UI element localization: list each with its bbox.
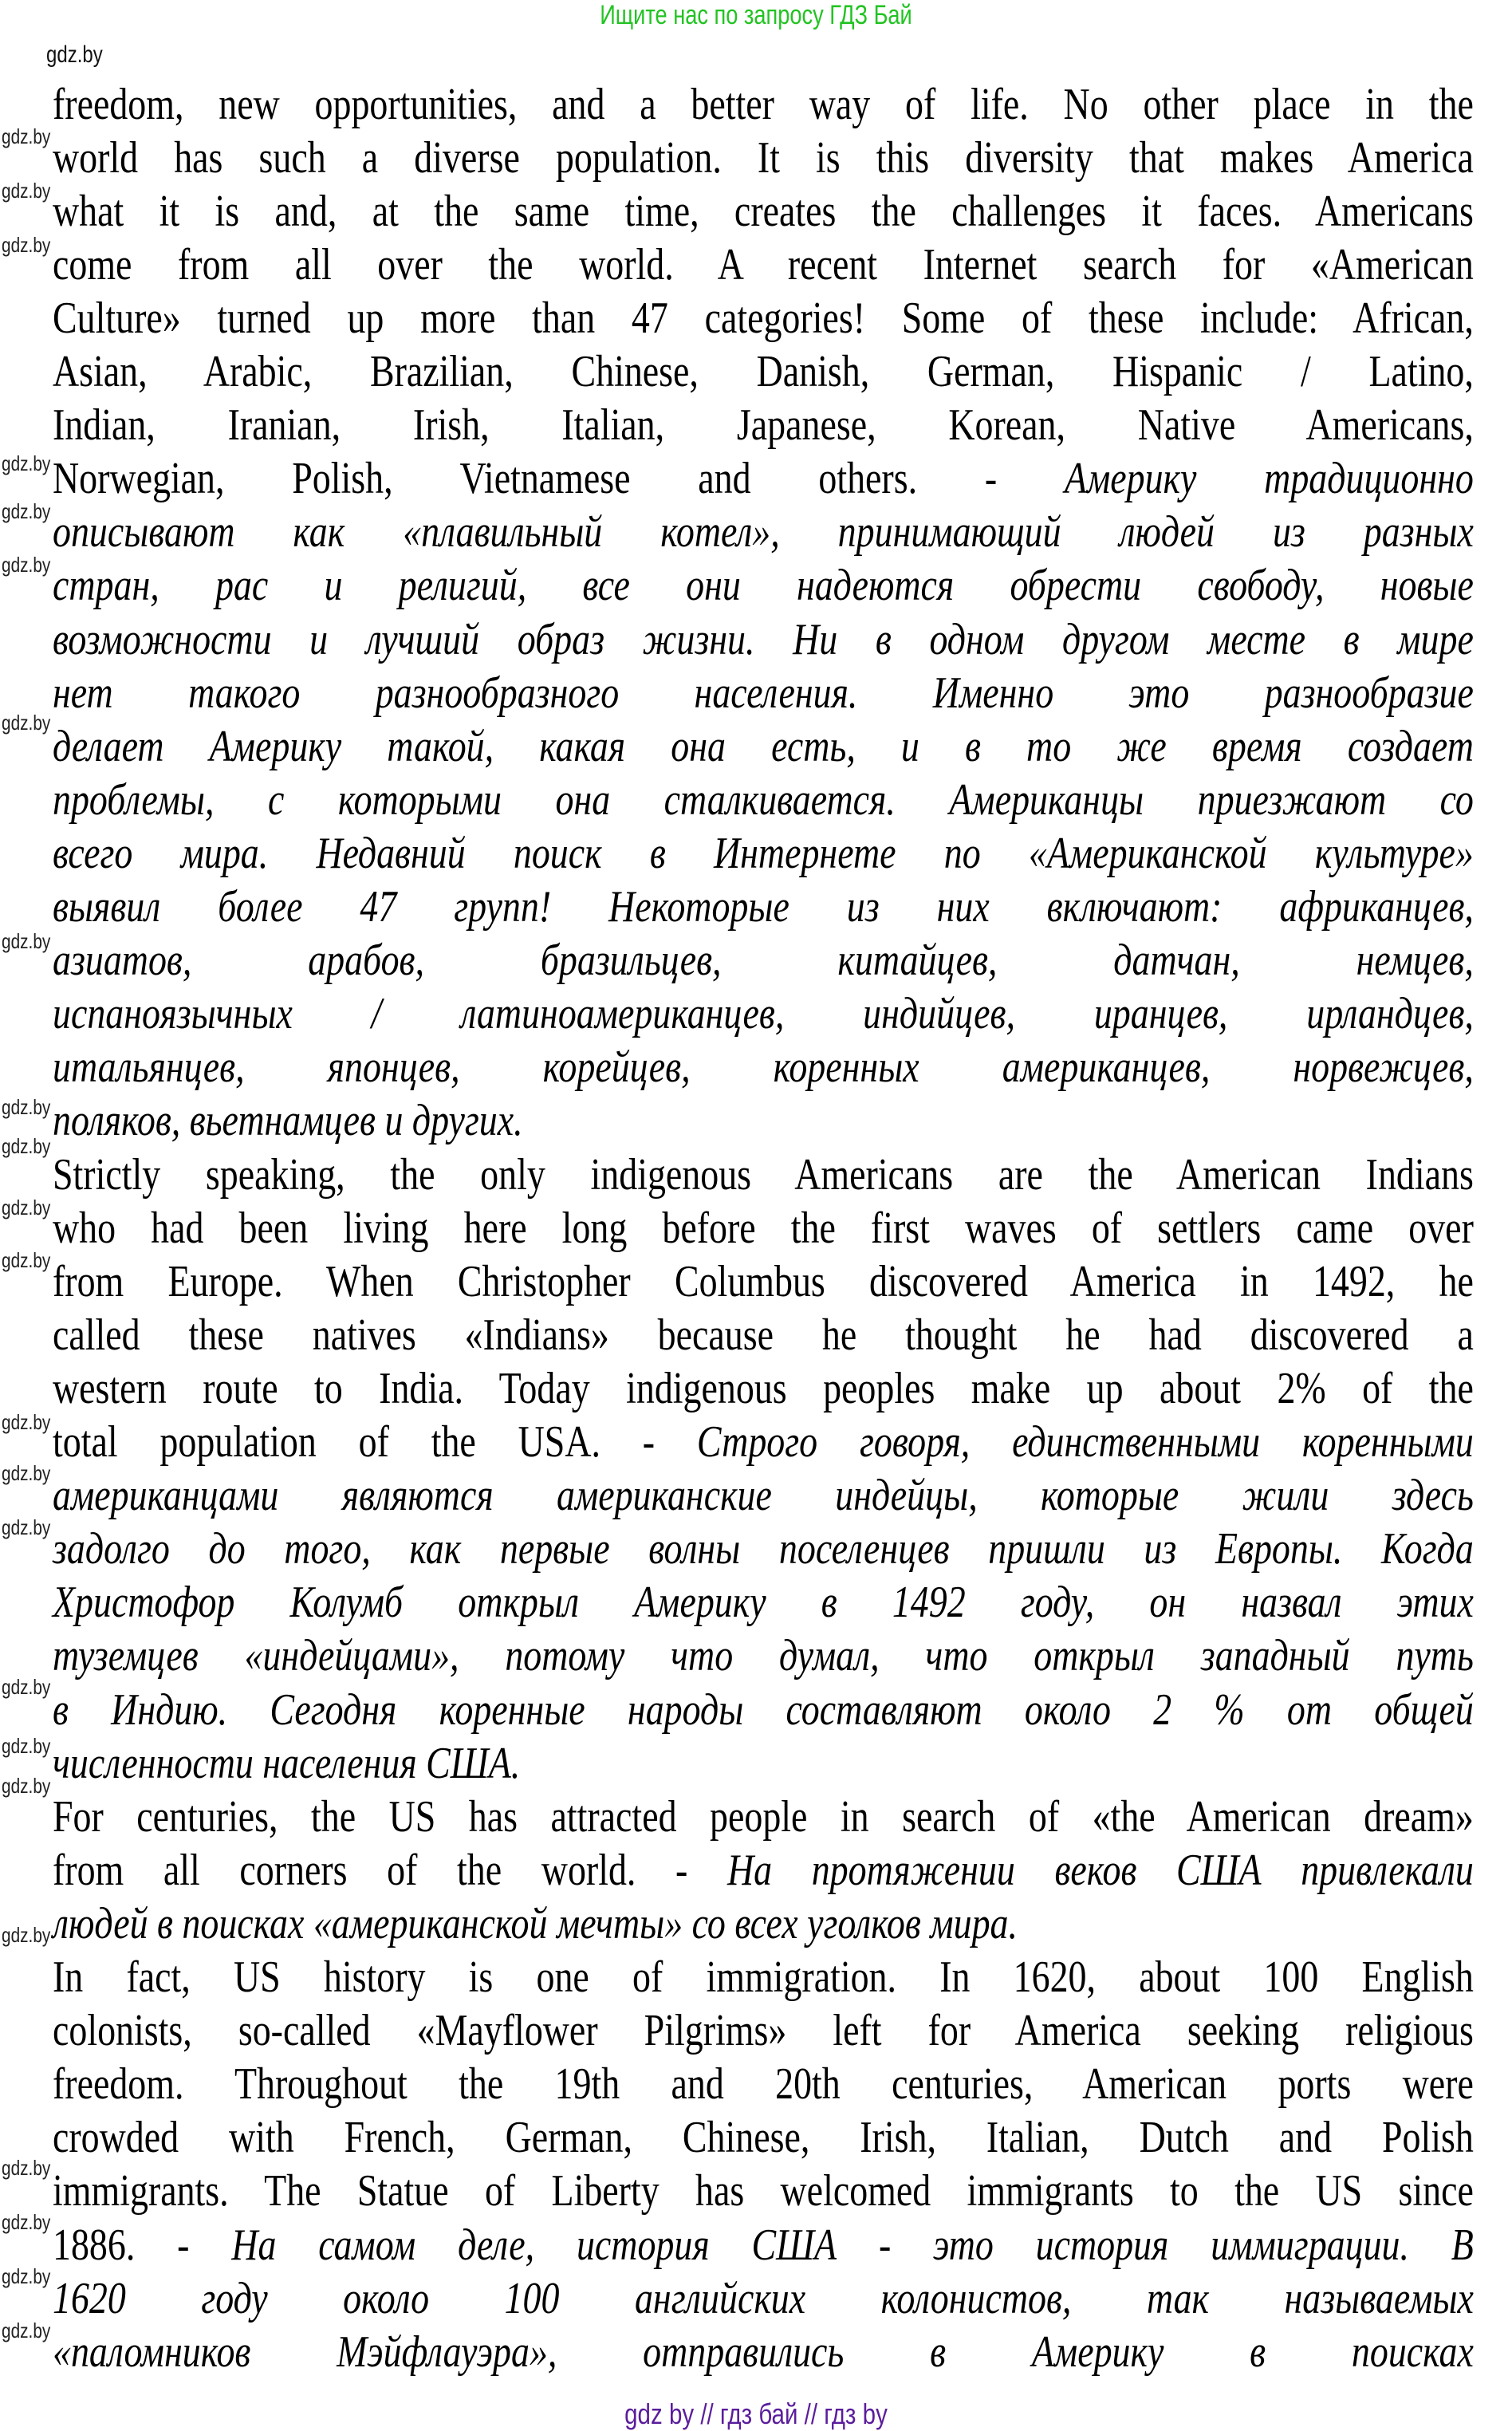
text-line xyxy=(53,827,1474,881)
text-line xyxy=(53,774,1474,827)
text-line xyxy=(53,881,1474,934)
text-line xyxy=(53,2165,1474,2218)
watermark: gdz.by xyxy=(2,1196,51,1219)
watermark: gdz.by xyxy=(2,179,51,203)
english-text: from all corners of the world. - xyxy=(53,1845,727,1895)
text-line xyxy=(53,78,1474,132)
watermark: gdz.by xyxy=(2,1734,51,1758)
watermark: gdz.by xyxy=(2,1923,51,1947)
text-line xyxy=(53,613,1474,667)
english-text: Norwegian, Polish, Vietnamese and others. - xyxy=(53,454,1065,504)
russian-translation-text: нет такого разнообразного населения. Именно это разнообразие xyxy=(53,668,1474,718)
text-line xyxy=(53,987,1474,1041)
text-line xyxy=(53,2058,1474,2111)
text-line xyxy=(53,452,1474,506)
english-text: western route to India. Today indigenous peoples make up about 2% of the xyxy=(53,1363,1474,1413)
text-line xyxy=(53,1416,1474,1469)
text-line xyxy=(53,1897,1474,1951)
english-text: 1886. - xyxy=(53,2220,232,2270)
russian-translation-text: 1620 году около 100 английских колонистов, так называемых xyxy=(53,2273,1474,2323)
russian-translation-text: делает Америку такой, какая она есть, и в то же время создает xyxy=(53,721,1474,771)
english-text: immigrants. The Statue of Liberty has welcomed immigrants to the US since xyxy=(53,2166,1474,2216)
russian-translation-text: испаноязычных / латиноамериканцев, индийцев, иранцев, ирландцев, xyxy=(53,989,1474,1039)
watermark: gdz.by xyxy=(2,711,51,735)
english-text: Culture» turned up more than 47 categories! Some of these include: African, xyxy=(53,293,1474,343)
russian-translation-text: в Индию. Сегодня коренные народы составляют около 2 % от общей xyxy=(53,1684,1474,1735)
watermark: gdz.by xyxy=(2,929,51,953)
text-line xyxy=(53,1255,1474,1309)
text-line xyxy=(53,1951,1474,2004)
watermark: gdz.by xyxy=(2,1410,51,1434)
russian-translation-text: поляков, вьетнамцев и других. xyxy=(53,1096,523,1146)
text-line xyxy=(53,1202,1474,1255)
text-line xyxy=(53,399,1474,452)
search-banner: Ищите нас по запросу ГДЗ Бай xyxy=(600,0,912,30)
text-line xyxy=(53,132,1474,185)
english-text: freedom, new opportunities, and a better way of life. No other place in the xyxy=(53,79,1474,129)
english-text: world has such a diverse population. It is this diversity that makes America xyxy=(53,132,1474,183)
text-line xyxy=(53,1309,1474,1362)
text-line xyxy=(53,506,1474,559)
text-line xyxy=(53,934,1474,987)
english-text: In fact, US history is one of immigration. In 1620, about 100 English xyxy=(53,1952,1474,2002)
watermark: gdz.by xyxy=(2,2319,51,2342)
english-text: freedom. Throughout the 19th and 20th centuries, American ports were xyxy=(53,2059,1474,2110)
watermark: gdz.by xyxy=(2,1461,51,1485)
russian-translation-text: азиатов, арабов, бразильцев, китайцев, датчан, немцев, xyxy=(53,936,1474,986)
text-line xyxy=(53,345,1474,399)
text-line xyxy=(53,1523,1474,1576)
text-line xyxy=(53,1684,1474,1737)
russian-translation-text: стран, рас и религий, все они надеются обрести свободу, новые xyxy=(53,561,1474,611)
watermark: gdz.by xyxy=(2,1675,51,1699)
text-line xyxy=(53,238,1474,292)
footer-links: gdz by // гдз бай // гдз by xyxy=(624,2398,888,2430)
watermark: gdz.by xyxy=(2,1248,51,1272)
text-line xyxy=(53,2326,1474,2379)
text-line xyxy=(53,1362,1474,1416)
russian-translation-text: выявил более 47 групп! Некоторые из них включают: африканцев, xyxy=(53,882,1474,932)
russian-translation-text: описывают как «плавильный котел», принимающий людей из разных xyxy=(53,507,1474,558)
text-line xyxy=(53,2111,1474,2165)
english-text: from Europe. When Christopher Columbus discovered America in 1492, he xyxy=(53,1256,1474,1306)
watermark: gdz.by xyxy=(2,553,51,577)
text-line xyxy=(53,1576,1474,1629)
russian-translation-text: На самом деле, история США - это история иммиграции. В xyxy=(231,2220,1474,2270)
text-line xyxy=(53,1844,1474,1897)
watermark: gdz.by xyxy=(2,1134,51,1158)
text-line xyxy=(53,2272,1474,2326)
text-line xyxy=(53,1629,1474,1683)
watermark: gdz.by xyxy=(2,499,51,523)
text-line xyxy=(53,1149,1474,1202)
text-line xyxy=(53,2219,1474,2272)
text-line xyxy=(53,720,1474,774)
russian-translation-text: «паломников Мэйфлауэра», отправились в Америку в поисках xyxy=(53,2327,1474,2377)
english-text: Indian, Iranian, Irish, Italian, Japanese, Korean, Native Americans, xyxy=(53,400,1474,451)
english-text: Strictly speaking, the only indigenous Americans are the American Indians xyxy=(53,1149,1474,1200)
watermark: gdz.by xyxy=(2,451,51,475)
english-text: who had been living here long before the first waves of settlers came over xyxy=(53,1203,1474,1253)
english-text: called these natives «Indians» because he thought he had discovered a xyxy=(53,1310,1474,1360)
text-line xyxy=(53,667,1474,720)
watermark: gdz.by xyxy=(2,1095,51,1119)
text-line xyxy=(53,1041,1474,1094)
text-line xyxy=(53,1469,1474,1523)
russian-translation-text: Строго говоря, единственными коренными xyxy=(696,1417,1474,1467)
english-text: colonists, so-called «Mayflower Pilgrims» left for America seeking religious xyxy=(53,2006,1474,2056)
russian-translation-text: туземцев «индейцами», потому что думал, что открыл западный путь xyxy=(53,1631,1474,1681)
watermark: gdz.by xyxy=(2,233,51,257)
watermark: gdz.by xyxy=(2,2264,51,2288)
english-text: Asian, Arabic, Brazilian, Chinese, Danish, German, Hispanic / Latino, xyxy=(53,347,1474,396)
watermark: gdz.by xyxy=(2,1515,51,1539)
text-line xyxy=(53,1094,1474,1148)
russian-translation-text: численности населения США. xyxy=(53,1738,521,1788)
text-line xyxy=(53,2004,1474,2058)
russian-translation-text: американцами являются американские индейцы, которые жили здесь xyxy=(53,1471,1474,1521)
english-text: For centuries, the US has attracted people in search of «the American dream» xyxy=(53,1791,1474,1842)
watermark: gdz.by xyxy=(2,2210,51,2234)
text-line xyxy=(53,1791,1474,1844)
watermark: gdz.by xyxy=(2,2156,51,2180)
english-text: what it is and, at the same time, creates the challenges it faces. Americans xyxy=(53,186,1474,236)
russian-translation-text: проблемы, с которыми она сталкивается. Американцы приезжают со xyxy=(53,774,1474,825)
english-text: come from all over the world. A recent Internet search for «American xyxy=(53,239,1474,290)
text-line xyxy=(53,185,1474,238)
russian-translation-text: Америку традиционно xyxy=(1064,454,1474,504)
watermark: gdz.by xyxy=(2,1774,51,1798)
russian-translation-text: На протяжении веков США привлекали xyxy=(726,1845,1474,1895)
russian-translation-text: всего мира. Недавний поиск в Интернете по «Американской культуре» xyxy=(53,828,1474,878)
russian-translation-text: итальянцев, японцев, корейцев, коренных американцев, норвежцев, xyxy=(53,1042,1474,1093)
text-line xyxy=(53,292,1474,345)
russian-translation-text: возможности и лучший образ жизни. Ни в одном другом месте в мире xyxy=(53,614,1474,664)
english-text: crowded with French, German, Chinese, Irish, Italian, Dutch and Polish xyxy=(53,2113,1474,2163)
site-watermark-corner: gdz.by xyxy=(46,41,103,68)
text-line xyxy=(53,559,1474,613)
russian-translation-text: людей в поисках «американской мечты» со всех уголков мира. xyxy=(53,1898,1018,1948)
text-line xyxy=(53,1737,1474,1791)
russian-translation-text: задолго до того, как первые волны поселенцев пришли из Европы. Когда xyxy=(53,1524,1474,1574)
russian-translation-text: Христофор Колумб открыл Америку в 1492 году, он назвал этих xyxy=(53,1578,1474,1628)
watermark: gdz.by xyxy=(2,124,51,148)
english-text: total population of the USA. - xyxy=(53,1417,697,1467)
